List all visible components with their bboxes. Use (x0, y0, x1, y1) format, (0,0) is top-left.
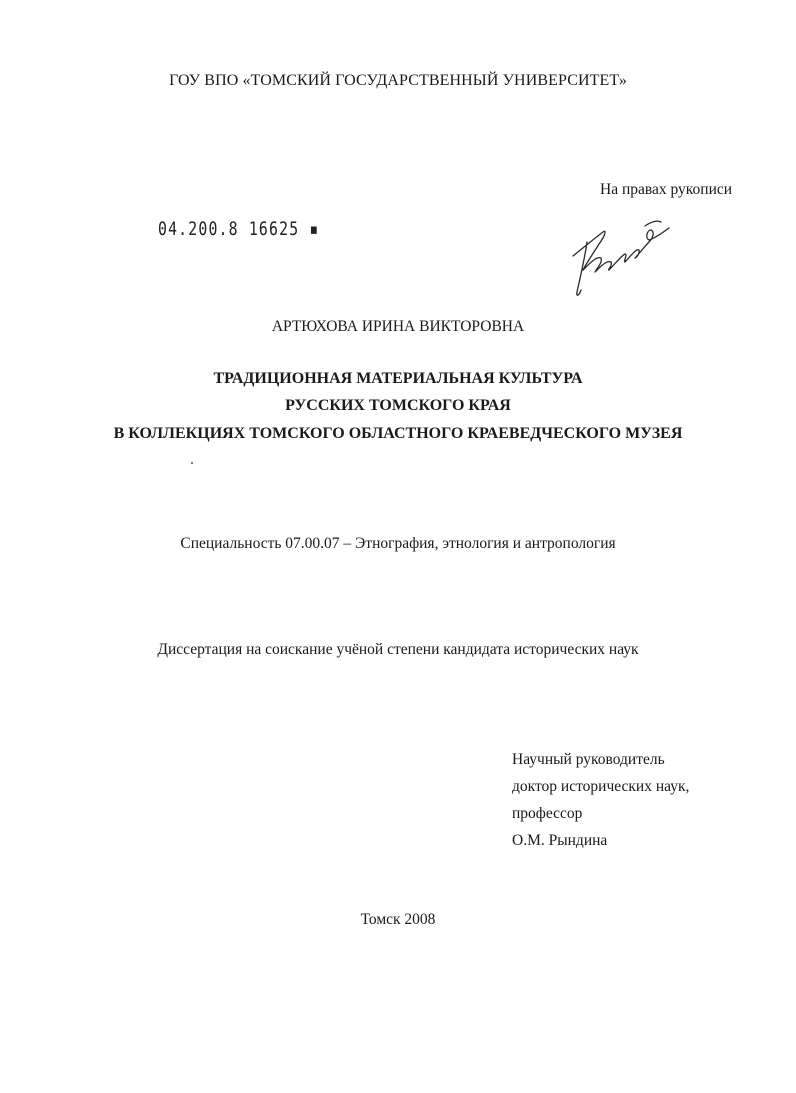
thesis-title-line-1: ТРАДИЦИОННАЯ МАТЕРИАЛЬНАЯ КУЛЬТУРА (213, 370, 583, 387)
registration-code (158, 218, 319, 240)
thesis-title-line-2: РУССКИХ ТОМСКОГО КРАЯ (285, 397, 511, 414)
supervisor-rank: профессор (512, 805, 583, 822)
thesis-title-line-3: В КОЛЛЕКЦИЯХ ТОМСКОГО ОБЛАСТНОГО КРАЕВЕДЧЕСКОГО МУЗЕЯ (113, 425, 683, 442)
specialty-line: Специальность 07.00.07 – Этнография, этнология и антропология (180, 535, 616, 552)
supervisor-role: Научный руководитель (512, 751, 665, 768)
dissertation-degree-line: Диссертация на соискание учёной степени кандидата исторических наук (157, 641, 639, 658)
supervisor-degree: доктор исторических наук, (512, 778, 690, 795)
author-name: АРТЮХОВА ИРИНА ВИКТОРОВНА (271, 318, 525, 335)
handwritten-signature (565, 212, 675, 302)
scan-speck (191, 462, 193, 464)
supervisor-block (512, 746, 689, 854)
city-year: Томск 2008 (360, 911, 436, 928)
supervisor-name: О.М. Рындина (512, 832, 608, 849)
university-name: ГОУ ВПО «ТОМСКИЙ ГОСУДАРСТВЕННЫЙ УНИВЕРСИТЕТ» (169, 72, 627, 89)
registration-code-value: 04.200.8 16625 (158, 218, 300, 240)
code-mark: ▪ (299, 218, 320, 240)
manuscript-rights-note: На правах рукописи (600, 181, 733, 198)
